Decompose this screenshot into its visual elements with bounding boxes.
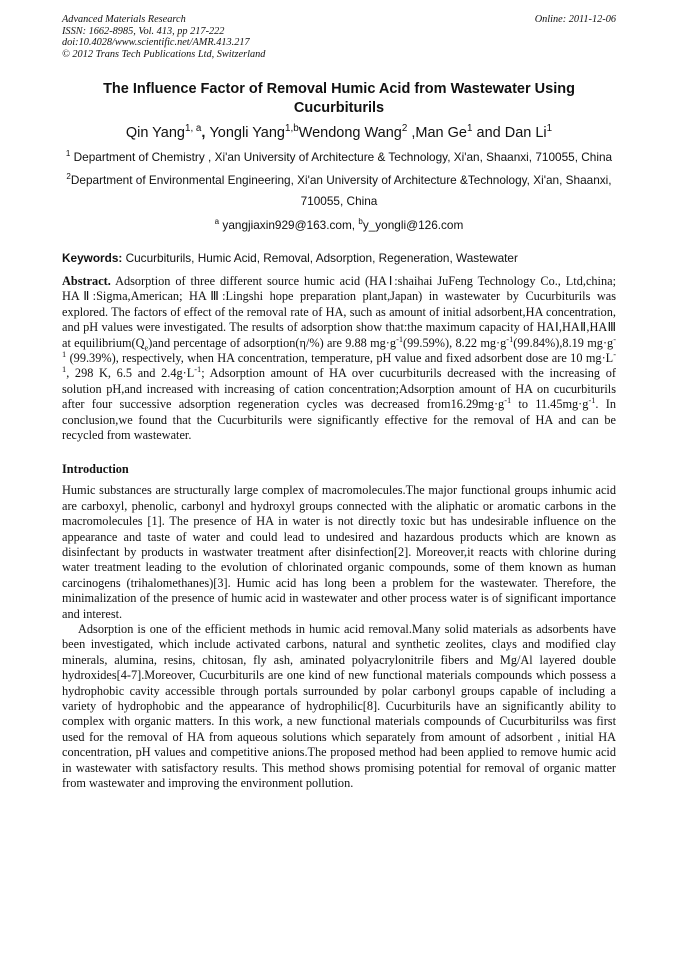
author-affiliation-mark: 1 bbox=[546, 123, 553, 135]
paper-title: The Influence Factor of Removal Humic Acid from Wastewater Using Cucurbiturils bbox=[103, 81, 575, 117]
abstract-superscript: -1 bbox=[396, 334, 404, 344]
email-address: y_yongli@126.com bbox=[362, 217, 464, 232]
author-name: Wendong Wang bbox=[298, 125, 402, 142]
abstract-superscript: -1 bbox=[62, 334, 616, 359]
affiliation-text: Department of Chemistry , Xi'an University of Architecture & Technology, Xi'an, Shaanxi, 710055, China bbox=[70, 150, 613, 165]
abstract-subscript: e bbox=[144, 342, 149, 352]
abstract-text: ; Adsorption amount of HA over cucurbiturils decreased with the increasing of solution pH,and increased with increasing of cation concentration;Adsorption amount of HA on cucurbiturils after four successive adsorption regeneration cycles was decreased from16.29mg·g bbox=[62, 366, 616, 412]
abstract-text: . In conclusion,we found that the Cucurbiturils were significantly effective for the removal of HA and can be recycled from wastewater. bbox=[62, 397, 616, 442]
author-name: Dan Li bbox=[504, 125, 547, 142]
author-separator: and bbox=[472, 125, 505, 142]
abstract-text: to 11.45mg·g bbox=[511, 397, 589, 412]
abstract-text: (99.59%), 8.22 mg·g bbox=[403, 335, 507, 350]
introduction-paragraph-2: Adsorption is one of the efficient methods in humic acid removal.Many solid materials as adsorbents have been investigated, which include activated carbons, natural and synthetic zeolites, clays and modified clay minerals, alumina, resins, chitosan, fly ash, aminated polyacrylonitrile fibers and Mg/Al layered double hydroxides[4-7].Moreover, Cucurbiturils are one kind of new functional materials compounds which possess a hydrophobic cavity accessible through portals surrounded by polar carbonyl groups capable of including a variety of hydrophobic and the appearance of hydrophilic[8]. Cucurbiturils have an significantly ability to complex with organic matters. In this work, a new functional materials compounds of Cucurbiturilss was first used for the removal of HA from aqueous solutions which separately from amount of adsorbent , initial HA concentration, pH values and competitive anions.The proposed method had been applied to remove humic acid in wastewater with satisfactory results. This method shows promising potential for removal of organic matter from wastewater and improving the environment pollution. bbox=[62, 622, 616, 791]
abstract-text: )and percentage of adsorption(η/%) are 9.88 mg·g bbox=[148, 335, 397, 350]
author-name: Man Ge bbox=[415, 125, 467, 142]
abstract-text: (99.39%), respectively, when HA concentration, temperature, pH value and fixed adsorbent dose are 10 mg·L bbox=[66, 350, 614, 365]
affiliation-1 bbox=[62, 147, 616, 169]
journal-name: Advanced Materials Research bbox=[62, 14, 186, 25]
affiliation-number: 2 bbox=[66, 171, 71, 181]
keywords-label: Keywords: bbox=[62, 250, 123, 265]
abstract-label: Abstract. bbox=[62, 273, 111, 288]
abstract-superscript: -1 bbox=[506, 334, 514, 344]
author-list bbox=[62, 123, 616, 143]
abstract-superscript: -1 bbox=[194, 365, 202, 375]
paper-page bbox=[62, 14, 616, 791]
author-affiliation-mark: 1, a bbox=[184, 123, 202, 135]
running-header bbox=[62, 14, 616, 60]
abstract-superscript: -1 bbox=[588, 396, 596, 406]
keywords-text: Cucurbiturils, Humic Acid, Removal, Adsorption, Regeneration, Wastewater bbox=[122, 250, 518, 265]
online-date: Online: 2011-12-06 bbox=[534, 14, 616, 25]
author-name: Yongli Yang bbox=[209, 125, 285, 142]
doi-line: doi:10.4028/www.scientific.net/AMR.413.217 bbox=[62, 37, 250, 49]
introduction-paragraph-1: Humic substances are structurally large complex of macromolecules.The major functional groups inhumic acid are carboxyl, phenolic, carbonyl and hydroxyl groups connected with the aliphatic or aromatic carbons in the macromolecules [1]. The presence of HA in water is not directly toxic but has undesirable influence on the appearance and taste of water and could lead to undesired and hazardous products which are known as disinfectant by products in wastwater treatment after disinfection[2]. Moreover,it reacts with chlorine during water treatment leading to the evolution of chlorinated organic compounds, some of them known as human carcinogens (trihalomethanes)[3]. Humic acid has long been a problem for the wastewater. Therefore, the minimalization of the presence of humic acid in wastewater and other process water is of significant importance and interest. bbox=[62, 483, 616, 621]
email-address: yangjiaxin929@163.com, bbox=[219, 217, 359, 232]
abstract-text: Adsorption of three different source humic acid (HAⅠ:shaihai JuFeng Technology Co., Ltd,china; HAⅡ:Sigma,American; HAⅢ:Lingshi hope preparation plant,Japan) in wastewater by Cucurbiturils was explored. The factors of effect of the removal rate of HA, such as amount of initial adsorbent,HA concentration, and pH values were investigated. The results of adsorption show that:the maximum capacity of HAⅠ,HAⅡ,HAⅢ at equilibrium(Q bbox=[62, 273, 616, 350]
author-separator: , bbox=[201, 125, 210, 142]
author-emails bbox=[62, 215, 616, 235]
author-name: Qin Yang bbox=[125, 125, 185, 142]
abstract-superscript: -1 bbox=[504, 396, 512, 406]
affiliation-text: Department of Environmental Engineering, Xi'an University of Architecture &Technology, Xi'an, Shaanxi, 710055, China bbox=[70, 172, 612, 209]
email-mark: b bbox=[358, 216, 363, 226]
section-heading-introduction: Introduction bbox=[62, 462, 129, 477]
issn-line: ISSN: 1662-8985, Vol. 413, pp 217-222 bbox=[62, 25, 225, 37]
copyright-line: © 2012 Trans Tech Publications Ltd, Switzerland bbox=[62, 48, 266, 60]
author-affiliation-mark: 1,b bbox=[284, 123, 299, 135]
abstract-text: (99.84%),8.19 mg·g bbox=[513, 335, 614, 350]
affiliation-number: 1 bbox=[65, 149, 71, 159]
abstract-text: , 298 K, 6.5 and 2.4g·L bbox=[66, 366, 195, 381]
author-separator: , bbox=[407, 125, 416, 142]
author-affiliation-mark: 2 bbox=[401, 123, 408, 135]
email-mark: a bbox=[214, 216, 220, 226]
author-affiliation-mark: 1 bbox=[467, 123, 473, 135]
keywords bbox=[62, 251, 616, 266]
affiliation-2 bbox=[62, 170, 616, 213]
abstract bbox=[62, 274, 616, 443]
abstract-superscript: -1 bbox=[62, 349, 616, 375]
